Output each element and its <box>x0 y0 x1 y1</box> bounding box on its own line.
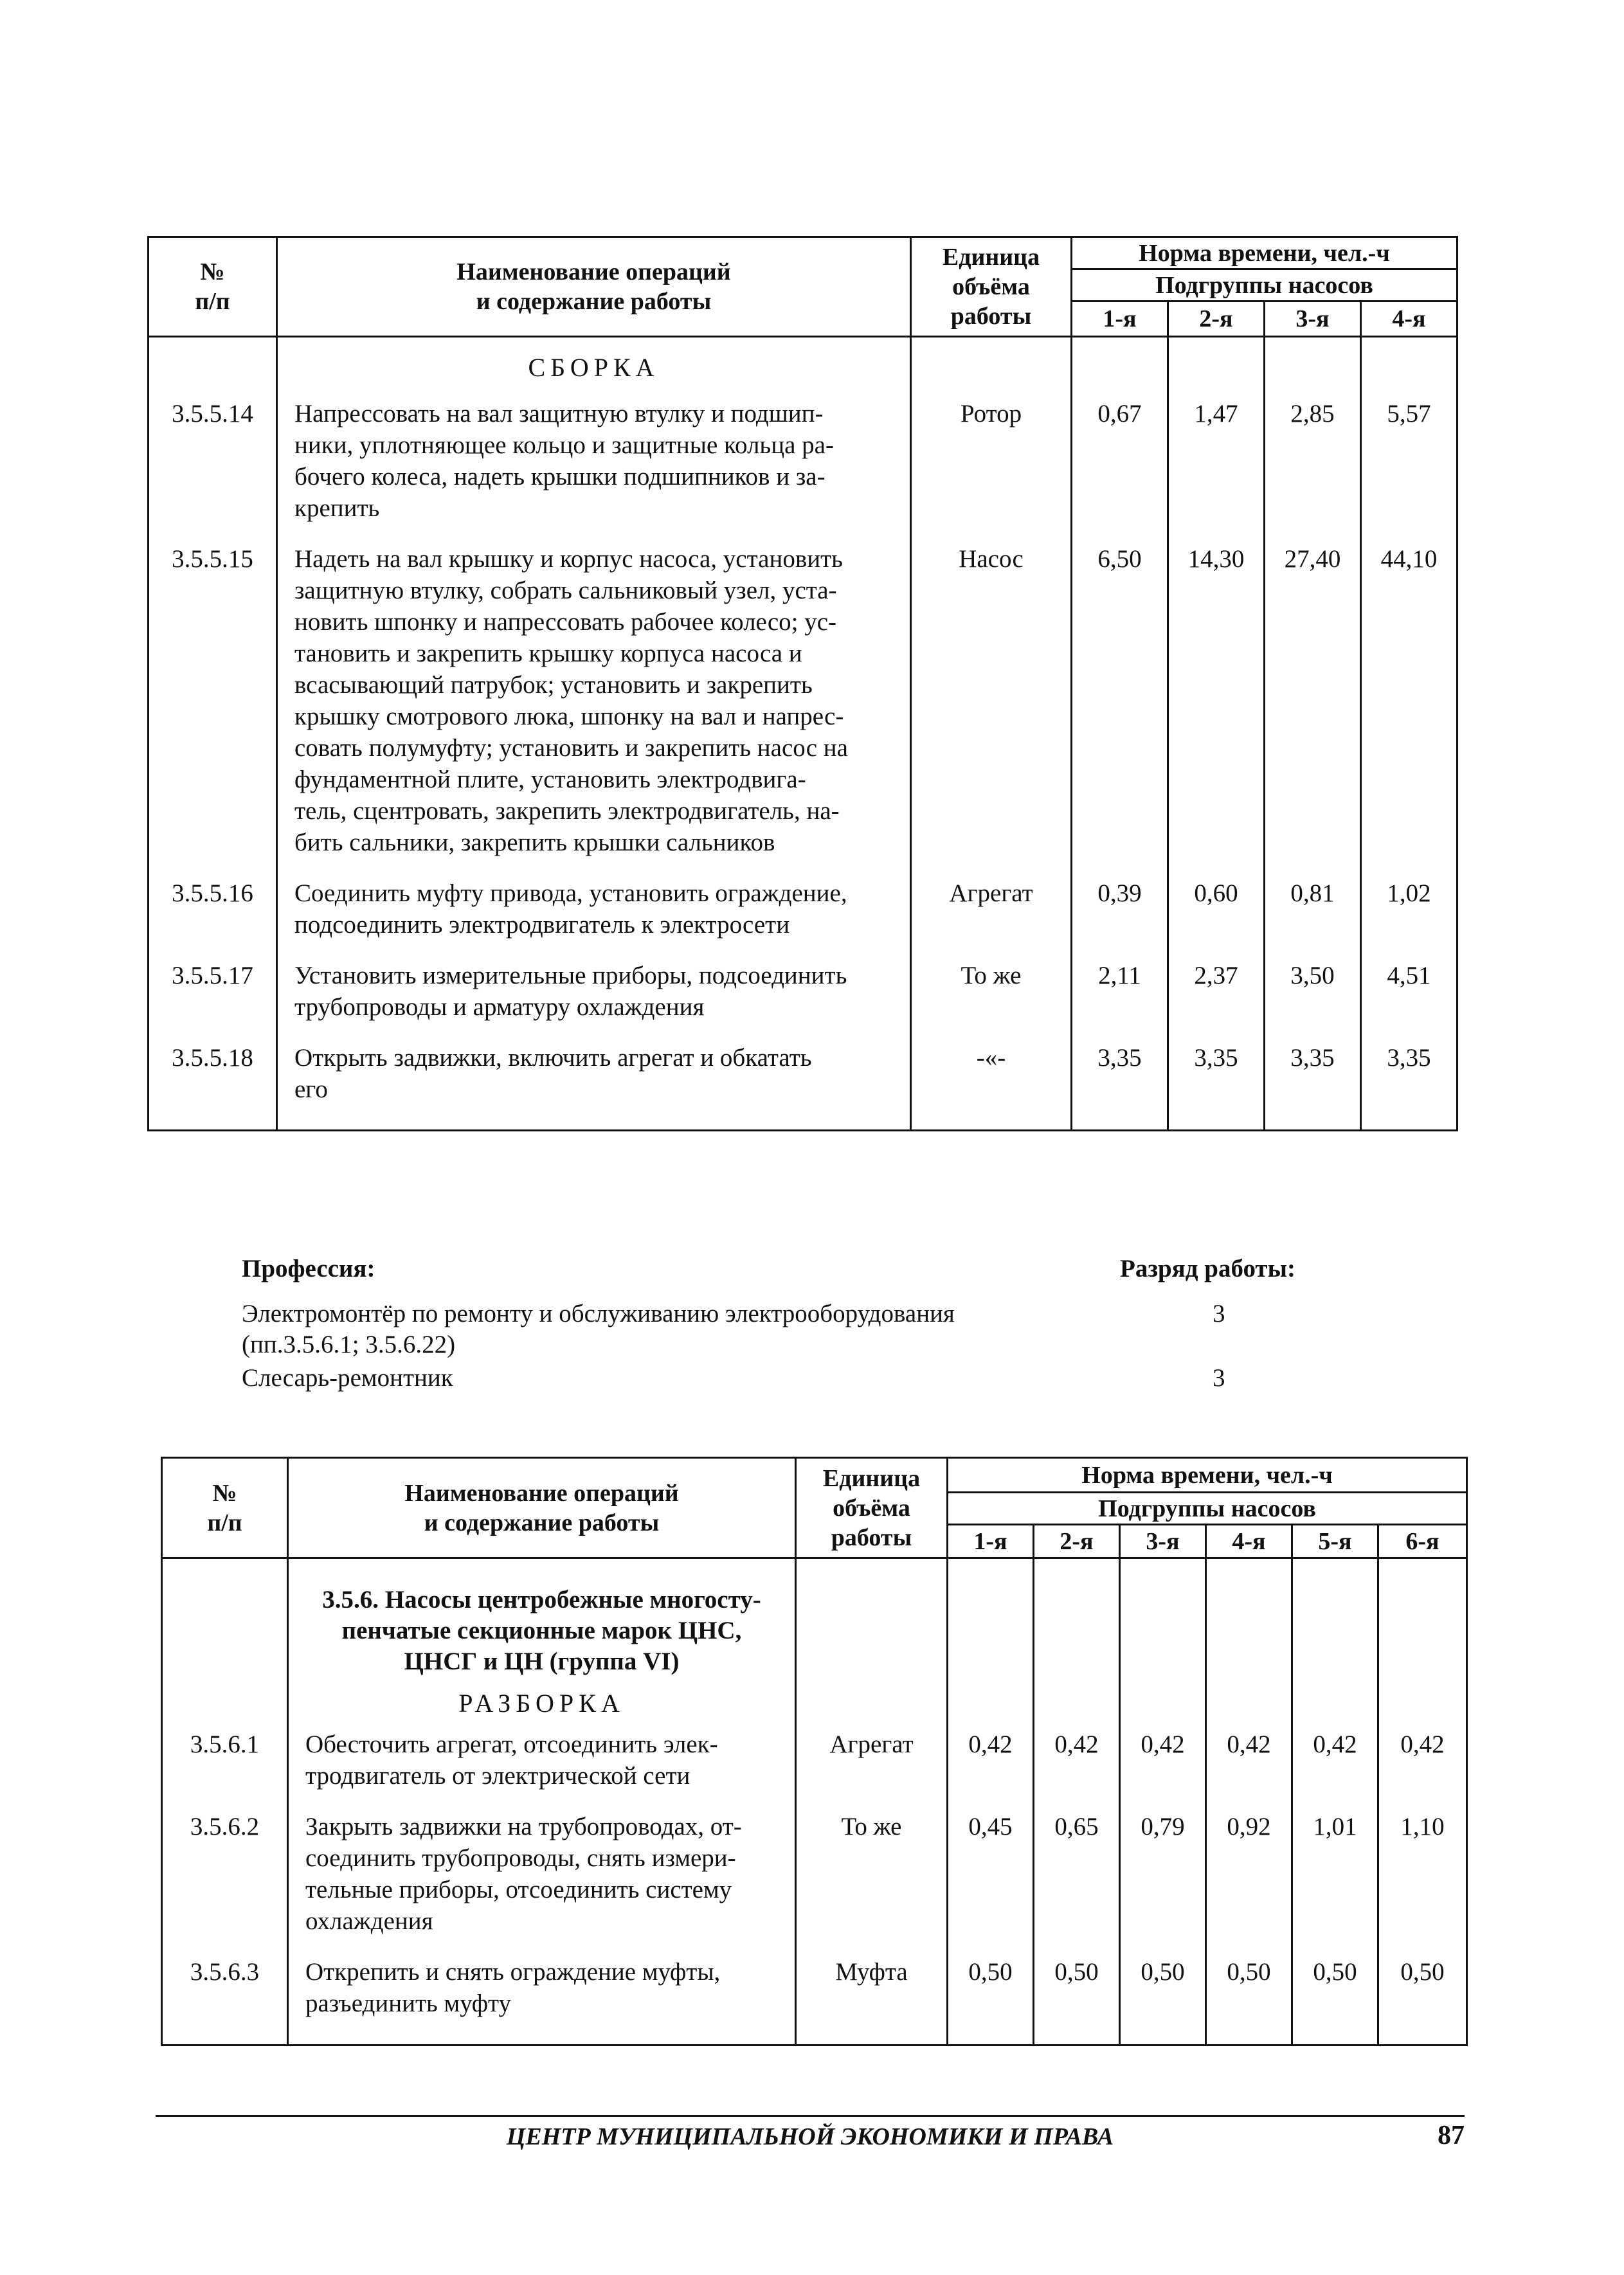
table-row <box>149 877 1457 940</box>
header-num: № п/п <box>162 1458 288 1558</box>
header-pump-subgroups: Подгруппы насосов <box>1072 269 1457 301</box>
row-value: 14,30 <box>1168 543 1265 858</box>
header-col: 1-я <box>948 1525 1034 1558</box>
row-unit: Муфта <box>796 1956 948 2019</box>
row-operation-text: Закрыть задвижки на трубопроводах, от- соединить трубопроводы, снять измери- тельные приборы, отсоединить систему охлаждения <box>288 1811 796 1937</box>
header-col: 2-я <box>1034 1525 1120 1558</box>
row-value: 1,47 <box>1168 398 1265 524</box>
row-value: 0,42 <box>1034 1729 1120 1792</box>
row-value: 0,79 <box>1120 1811 1206 1937</box>
row-operation-text: Напрессовать на вал защитную втулку и подшип- ники, уплотняющее кольцо и защитные кольца ра- бочего колеса, надеть крышки подшипников и за- крепить <box>277 398 911 524</box>
row-operation-text: Надеть на вал крышку и корпус насоса, установить защитную втулку, собрать сальниковый узел, уста- новить шпонку и напрессовать рабочее колесо; ус- тановить и закрепить крышку корпуса насоса и всасывающий патрубок; установить и закрепить крышку смотрового люка, шпонку на вал и напрес- совать полумуфту; установить и закрепить насос на фундаментной плите, установить электродвига- тель, сцентровать, закрепить электродвигатель, на- бить сальники, закрепить крышки сальников <box>277 543 911 858</box>
section-title-disassembly: РАЗБОРКА <box>288 1677 796 1729</box>
row-value: 0,42 <box>1292 1729 1378 1792</box>
row-number: 3.5.6.3 <box>162 1956 288 2019</box>
header-unit: Единица объёма работы <box>911 237 1072 337</box>
profession-rank: 3 <box>1213 1300 1225 1327</box>
header-operation-name: Наименование операций и содержание работы <box>288 1458 796 1558</box>
header-time-norm: Норма времени, чел.-ч <box>948 1458 1467 1493</box>
row-operation-text: Установить измерительные приборы, подсоединить трубопроводы и арматуру охлаждения <box>277 960 911 1023</box>
row-value: 0,50 <box>1120 1956 1206 2019</box>
row-value: 0,50 <box>1034 1956 1120 2019</box>
row-value: 2,11 <box>1072 960 1168 1023</box>
footer-publisher: ЦЕНТР МУНИЦИПАЛЬНОЙ ЭКОНОМИКИ И ПРАВА <box>506 2123 1114 2150</box>
row-number: 3.5.5.14 <box>149 398 277 524</box>
row-value: 0,60 <box>1168 877 1265 940</box>
rank-label: Разряд работы: <box>1120 1255 1296 1282</box>
row-value: 2,85 <box>1265 398 1361 524</box>
row-value: 0,81 <box>1265 877 1361 940</box>
row-operation-text: Обесточить агрегат, отсоединить элек- тродвигатель от электрической сети <box>288 1729 796 1792</box>
row-number: 3.5.5.18 <box>149 1042 277 1105</box>
row-value: 0,50 <box>948 1956 1034 2019</box>
row-value: 4,51 <box>1361 960 1457 1023</box>
row-number: 3.5.6.2 <box>162 1811 288 1937</box>
header-unit: Единица объёма работы <box>796 1458 948 1558</box>
row-value: 3,35 <box>1072 1042 1168 1105</box>
profession-row <box>242 1299 1399 1363</box>
row-value: 6,50 <box>1072 543 1168 858</box>
row-unit: Агрегат <box>796 1729 948 1792</box>
profession-name: Слесарь-ремонтник <box>242 1364 453 1392</box>
row-value: 0,50 <box>1206 1956 1292 2019</box>
row-value: 3,35 <box>1361 1042 1457 1105</box>
row-value: 0,42 <box>948 1729 1034 1792</box>
row-unit: Ротор <box>911 398 1072 524</box>
table-row <box>149 1042 1457 1105</box>
row-value: 0,67 <box>1072 398 1168 524</box>
profession-label: Профессия: <box>242 1255 375 1282</box>
row-value: 27,40 <box>1265 543 1361 858</box>
footer-divider <box>156 2115 1465 2117</box>
profession-rank: 3 <box>1213 1364 1225 1392</box>
row-unit: -«- <box>911 1042 1072 1105</box>
table-row <box>149 960 1457 1023</box>
row-value: 1,10 <box>1378 1811 1467 1937</box>
row-number: 3.5.5.17 <box>149 960 277 1023</box>
header-col: 4-я <box>1361 301 1457 337</box>
profession-name: Электромонтёр по ремонту и обслуживанию электрооборудования (пп.3.5.6.1; 3.5.6.22) <box>242 1300 955 1358</box>
row-value: 5,57 <box>1361 398 1457 524</box>
header-col: 5-я <box>1292 1525 1378 1558</box>
norms-table-assembly <box>147 236 1458 1131</box>
row-value: 0,45 <box>948 1811 1034 1937</box>
row-value: 0,42 <box>1378 1729 1467 1792</box>
header-time-norm: Норма времени, чел.-ч <box>1072 237 1457 269</box>
group-title: 3.5.6. Насосы центробежные многосту- пенчатые секционные марок ЦНС, ЦНСГ и ЦН (группа VI) <box>288 1558 796 1678</box>
table-row <box>149 398 1457 524</box>
table-row <box>162 1729 1467 1792</box>
row-unit: Насос <box>911 543 1072 858</box>
header-operation-name: Наименование операций и содержание работы <box>277 237 911 337</box>
row-value: 0,50 <box>1292 1956 1378 2019</box>
page-number: 87 <box>1438 2121 1465 2150</box>
row-value: 0,39 <box>1072 877 1168 940</box>
row-value: 0,42 <box>1206 1729 1292 1792</box>
header-num: № п/п <box>149 237 277 337</box>
row-value: 3,50 <box>1265 960 1361 1023</box>
row-value: 44,10 <box>1361 543 1457 858</box>
table-row <box>149 543 1457 858</box>
row-value: 1,02 <box>1361 877 1457 940</box>
header-col: 6-я <box>1378 1525 1467 1558</box>
profession-row <box>242 1363 1399 1395</box>
row-operation-text: Открыть задвижки, включить агрегат и обкатать его <box>277 1042 911 1105</box>
profession-block <box>242 1254 1399 1395</box>
row-unit: Агрегат <box>911 877 1072 940</box>
row-number: 3.5.6.1 <box>162 1729 288 1792</box>
section-title-assembly: СБОРКА <box>277 337 911 398</box>
header-col: 4-я <box>1206 1525 1292 1558</box>
row-value: 0,92 <box>1206 1811 1292 1937</box>
row-value: 0,65 <box>1034 1811 1120 1937</box>
row-value: 0,42 <box>1120 1729 1206 1792</box>
norms-table-disassembly <box>161 1457 1468 2046</box>
row-unit: То же <box>796 1811 948 1937</box>
row-operation-text: Соединить муфту привода, установить ограждение, подсоединить электродвигатель к электросети <box>277 877 911 940</box>
header-pump-subgroups: Подгруппы насосов <box>948 1493 1467 1525</box>
table-row <box>162 1956 1467 2019</box>
row-value: 2,37 <box>1168 960 1265 1023</box>
row-operation-text: Открепить и снять ограждение муфты, разъединить муфту <box>288 1956 796 2019</box>
row-value: 0,50 <box>1378 1956 1467 2019</box>
row-value: 3,35 <box>1168 1042 1265 1105</box>
row-number: 3.5.5.15 <box>149 543 277 858</box>
header-col: 1-я <box>1072 301 1168 337</box>
header-col: 3-я <box>1265 301 1361 337</box>
table-row <box>162 1811 1467 1937</box>
row-value: 3,35 <box>1265 1042 1361 1105</box>
header-col: 2-я <box>1168 301 1265 337</box>
header-col: 3-я <box>1120 1525 1206 1558</box>
row-unit: То же <box>911 960 1072 1023</box>
row-value: 1,01 <box>1292 1811 1378 1937</box>
row-number: 3.5.5.16 <box>149 877 277 940</box>
